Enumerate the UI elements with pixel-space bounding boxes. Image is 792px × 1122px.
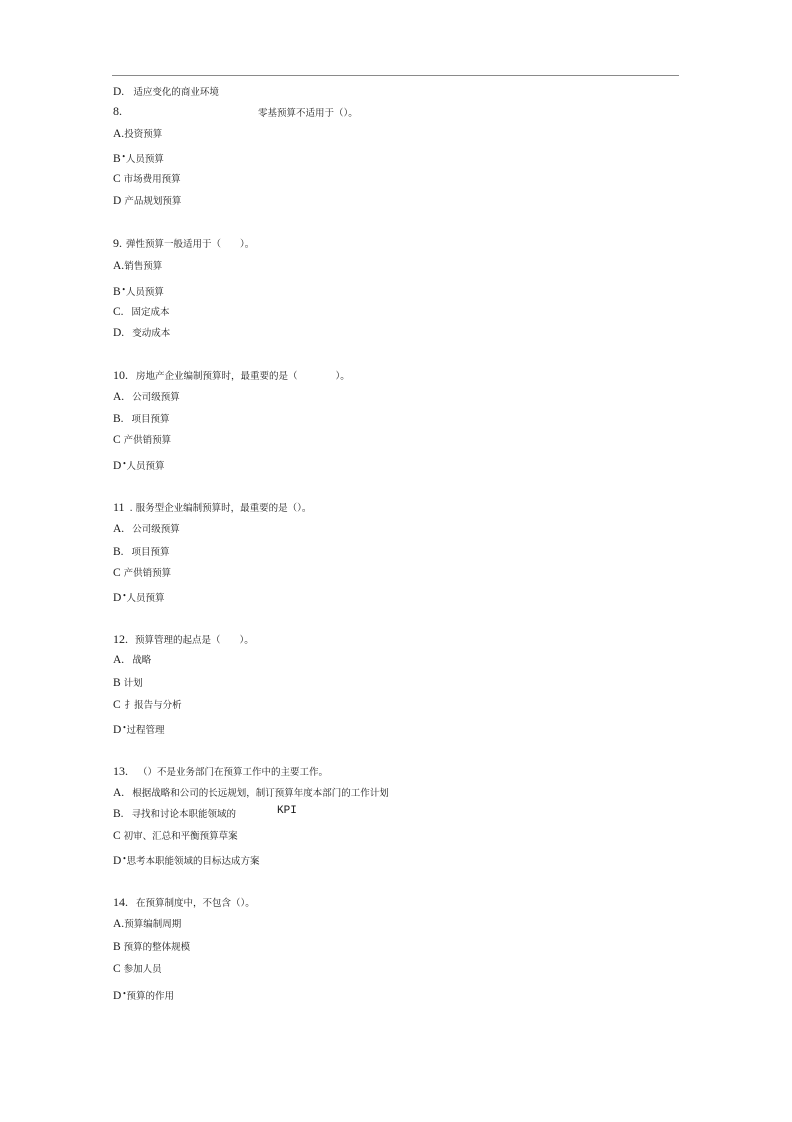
question-12-option-d: D•过程管理 (113, 724, 165, 736)
question-number: 10. (113, 368, 128, 382)
option-text: 适应变化的商业环境 (133, 87, 219, 98)
question-10-option-a: A. 公司级预算 (113, 391, 180, 403)
page-top-rule (112, 75, 679, 76)
question-number: 12. (113, 632, 128, 646)
bullet-dot: • (122, 724, 127, 732)
prev-option-d (113, 86, 219, 99)
question-11-option-c: C 产供销预算 (113, 567, 172, 579)
question-text: 在预算制度中，不包含（）。 (136, 898, 255, 909)
bullet-dot: • (121, 286, 126, 294)
question-number: 14. (113, 895, 128, 909)
question-number: 9. (113, 236, 122, 250)
question-8-option-c: C 市场费用预算 (113, 173, 181, 185)
option-label: D. (113, 86, 125, 98)
question-10-option-c: C 产供销预算 (113, 434, 172, 446)
bullet-dot: • (122, 592, 127, 600)
question-8-text: 零基预算不适用于（）。 (258, 108, 358, 119)
question-8-option-d: D 产品规划预算 (113, 195, 182, 207)
question-14-option-d: D•预算的作用 (113, 990, 174, 1002)
kpi-term: KPI (277, 805, 297, 817)
question-12 (113, 633, 254, 647)
question-9-option-c: C. 固定成本 (113, 306, 170, 318)
question-9 (113, 237, 254, 251)
question-11 (113, 501, 311, 515)
question-number: 11 (113, 500, 125, 514)
bullet-dot: • (122, 990, 127, 998)
question-text: 弹性预算一般适用于（ ）。 (126, 239, 255, 250)
question-13-option-d: D•思考本职能领域的目标达成方案 (113, 855, 260, 867)
question-14-option-a: A.预算编制周期 (113, 918, 182, 930)
question-8-number: 8. (113, 104, 122, 118)
question-8-option-b: B•人员预算 (113, 153, 164, 165)
question-10 (113, 369, 350, 383)
question-text: 预算管理的起点是（ ）。 (135, 635, 254, 646)
question-12-option-b: B 计划 (113, 677, 143, 689)
question-14-option-c: C 参加人员 (113, 963, 162, 975)
question-text: . 服务型企业编制预算时，最重要的是（）。 (129, 503, 312, 514)
question-13-option-b: B. 寻找和讨论本职能领域的 (113, 808, 237, 820)
bullet-dot: • (122, 460, 127, 468)
question-text: （）不是业务部门在预算工作中的主要工作。 (138, 767, 329, 778)
question-9-option-b: B•人员预算 (113, 286, 164, 298)
question-14-option-b: B 预算的整体规模 (113, 941, 191, 953)
question-10-option-b: B. 项目预算 (113, 413, 170, 425)
question-11-option-a: A. 公司级预算 (113, 523, 180, 535)
bullet-dot: • (121, 153, 126, 161)
question-13 (113, 765, 328, 779)
question-9-option-a: A.销售预算 (113, 260, 163, 272)
question-10-option-d: D•人员预算 (113, 460, 165, 472)
question-9-option-d: D. 变动成本 (113, 327, 171, 339)
question-13-option-c: C 初审、汇总和平衡预算草案 (113, 830, 238, 842)
question-text: 房地产企业编制预算时，最重要的是（ ）。 (136, 371, 350, 382)
question-11-option-d: D•人员预算 (113, 592, 165, 604)
question-11-option-b: B. 项目预算 (113, 546, 170, 558)
question-number: 13. (113, 764, 128, 778)
bullet-dot: • (122, 855, 127, 863)
question-12-option-a: A. 战略 (113, 654, 152, 666)
question-8-option-a: A.投资预算 (113, 128, 163, 140)
question-14 (113, 896, 255, 910)
question-13-option-a: A. 根据战略和公司的长远规划，制订预算年度本部门的工作计划 (113, 787, 389, 799)
question-12-option-c: C 扌报告与分析 (113, 699, 182, 711)
